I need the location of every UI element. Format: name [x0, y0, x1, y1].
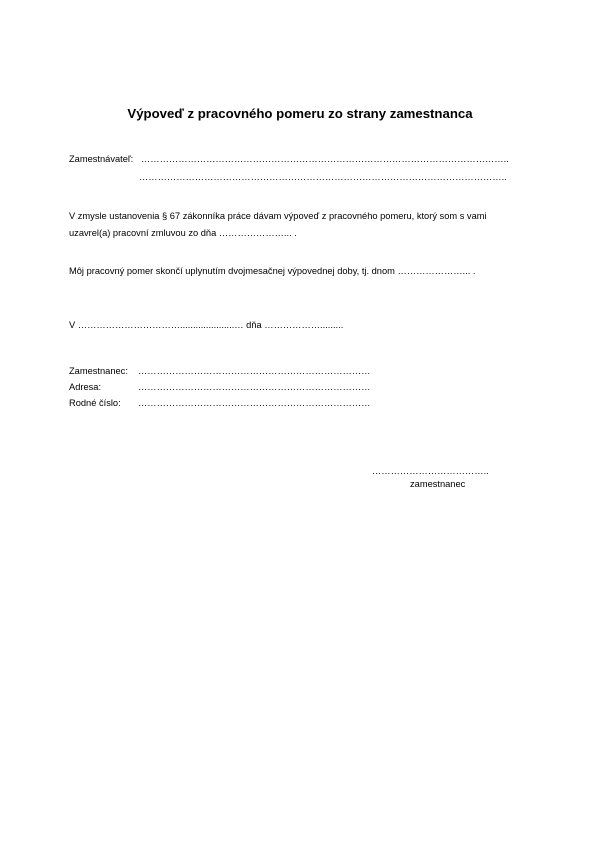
place-date-line: V …………………………….....................… dňa ……………….........	[69, 320, 344, 330]
employee-id-value: …………………………………………………………………	[138, 398, 371, 408]
employer-line-2: ………………………………………………………………………………………………………..	[139, 172, 507, 182]
document-title: Výpoveď z pracovného pomeru zo strany zamestnanca	[127, 106, 473, 121]
signature-line: ………………………………..	[372, 466, 489, 476]
employer-line-1: ………………………………………………………………………………………………………..	[141, 154, 509, 164]
paragraph-1-line-2: uzavrel(a) pracovní zmluvou zo dňa …………………... .	[69, 228, 297, 238]
paragraph-1-line-1: V zmysle ustanovenia § 67 zákonníka práce dávam výpoveď z pracovného pomeru, ktorý som s vami	[69, 211, 487, 221]
employee-id-label: Rodné číslo:	[69, 398, 121, 408]
paragraph-2: Môj pracovný pomer skončí uplynutím dvojmesačnej výpovednej doby, tj. dnom …………………... .	[69, 266, 476, 276]
signature-caption: zamestnanec	[410, 479, 466, 489]
employee-name-label: Zamestnanec:	[69, 366, 128, 376]
employee-address-value: …………………………………………………………………	[138, 382, 371, 392]
employee-name-value: …………………………………………………………………	[138, 366, 371, 376]
employer-label: Zamestnávateľ:	[69, 154, 134, 164]
employee-address-label: Adresa:	[69, 382, 102, 392]
